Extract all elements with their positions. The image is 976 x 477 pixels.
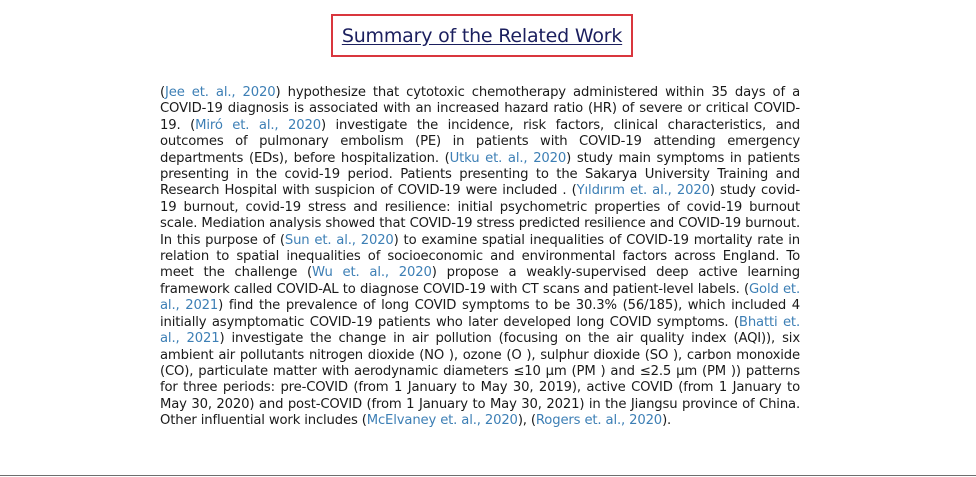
citation-link-rogers[interactable]: Rogers et. al., 2020 [535,413,663,429]
paragraph-text: ) to examine spatial inequalities of COVID-19 mortality rate in relation to spatial inequalities of socioeconomic and environmental factors across England. To meet the challenge ( [160,232,800,281]
section-title-box [331,14,633,57]
citation-link-miro[interactable]: Miró et. al., 2020 [195,117,321,133]
citation-link-wu[interactable]: Wu et. al., 2020 [312,265,432,281]
related-work-paragraph [160,85,800,430]
section-title-link[interactable]: Summary of the Related Work [341,24,623,47]
citation-link-mcelvaney[interactable]: McElvaney et. al., 2020 [366,413,518,429]
citation-link-jee[interactable]: Jee et. al., 2020 [165,85,276,100]
citation-link-utku[interactable]: Utku et. al., 2020 [449,150,567,166]
paragraph-text: ) study main symptoms in patients presenting in the covid-19 period. Patients presenting to the Sakarya University Training and Research Hospital with suspicion of COVID-19 were included . ( [160,150,800,199]
citation-link-gold[interactable]: Gold et. al., 2021 [160,281,800,314]
bottom-divider [0,475,976,476]
citation-link-bhatti[interactable]: Bhatti et. al., 2021 [160,314,800,347]
paragraph-text: ), ( [517,413,536,429]
paragraph-text: ) hypothesize that cytotoxic chemotherapy administered within 35 days of a COVID-19 diagnosis is associated with an increased hazard ratio (HR) of severe or critical COVID-19. ( [160,85,800,133]
paragraph-text: ). [662,413,672,429]
paragraph-text: ) study covid-19 burnout, covid-19 stress and resilience: initial psychometric properties of covid-19 burnout scale. Mediation analysis showed that COVID-19 stress predicted resilience and COVID-19 burnout. In this purpose of ( [160,183,801,248]
paren-text: ( [160,85,165,100]
citation-link-sun[interactable]: Sun et. al., 2020 [284,232,394,248]
paragraph-text: ) find the prevalence of long COVID symptoms to be 30.3% (56/185), which included 4 initially asymptomatic COVID-19 patients who later developed long COVID symptoms. ( [160,298,800,330]
citation-link-yildirim[interactable]: Yıldırım et. al., 2020 [576,183,710,199]
paragraph-text: ) investigate the incidence, risk factors, clinical characteristics, and outcomes of pulmonary embolism (PE) in patients with COVID-19 attending emergency departments (EDs), before hospitalization. ( [160,117,800,166]
paragraph-text: ) propose a weakly-supervised deep active learning framework called COVID-AL to diagnose COVID-19 with CT scans and patient-level labels. ( [160,265,800,297]
paragraph-text: ) investigate the change in air pollution (focusing on the air quality index (AQI)), six ambient air pollutants nitrogen dioxide (NO ), ozone (O ), sulphur dioxide (SO ), carbon monoxide (CO), particulate matter with aerodynamic diameters ≤10 μm (PM ) and ≤2.5 μm (PM )) patterns for three periods: pre-COVID (from 1 January to May 30, 2019), active COVID (from 1 January to May 30, 2020) and post-COVID (from 1 January to May 30, 2021) in the Jiangsu province of China. Other influential work includes ( [160,331,800,429]
